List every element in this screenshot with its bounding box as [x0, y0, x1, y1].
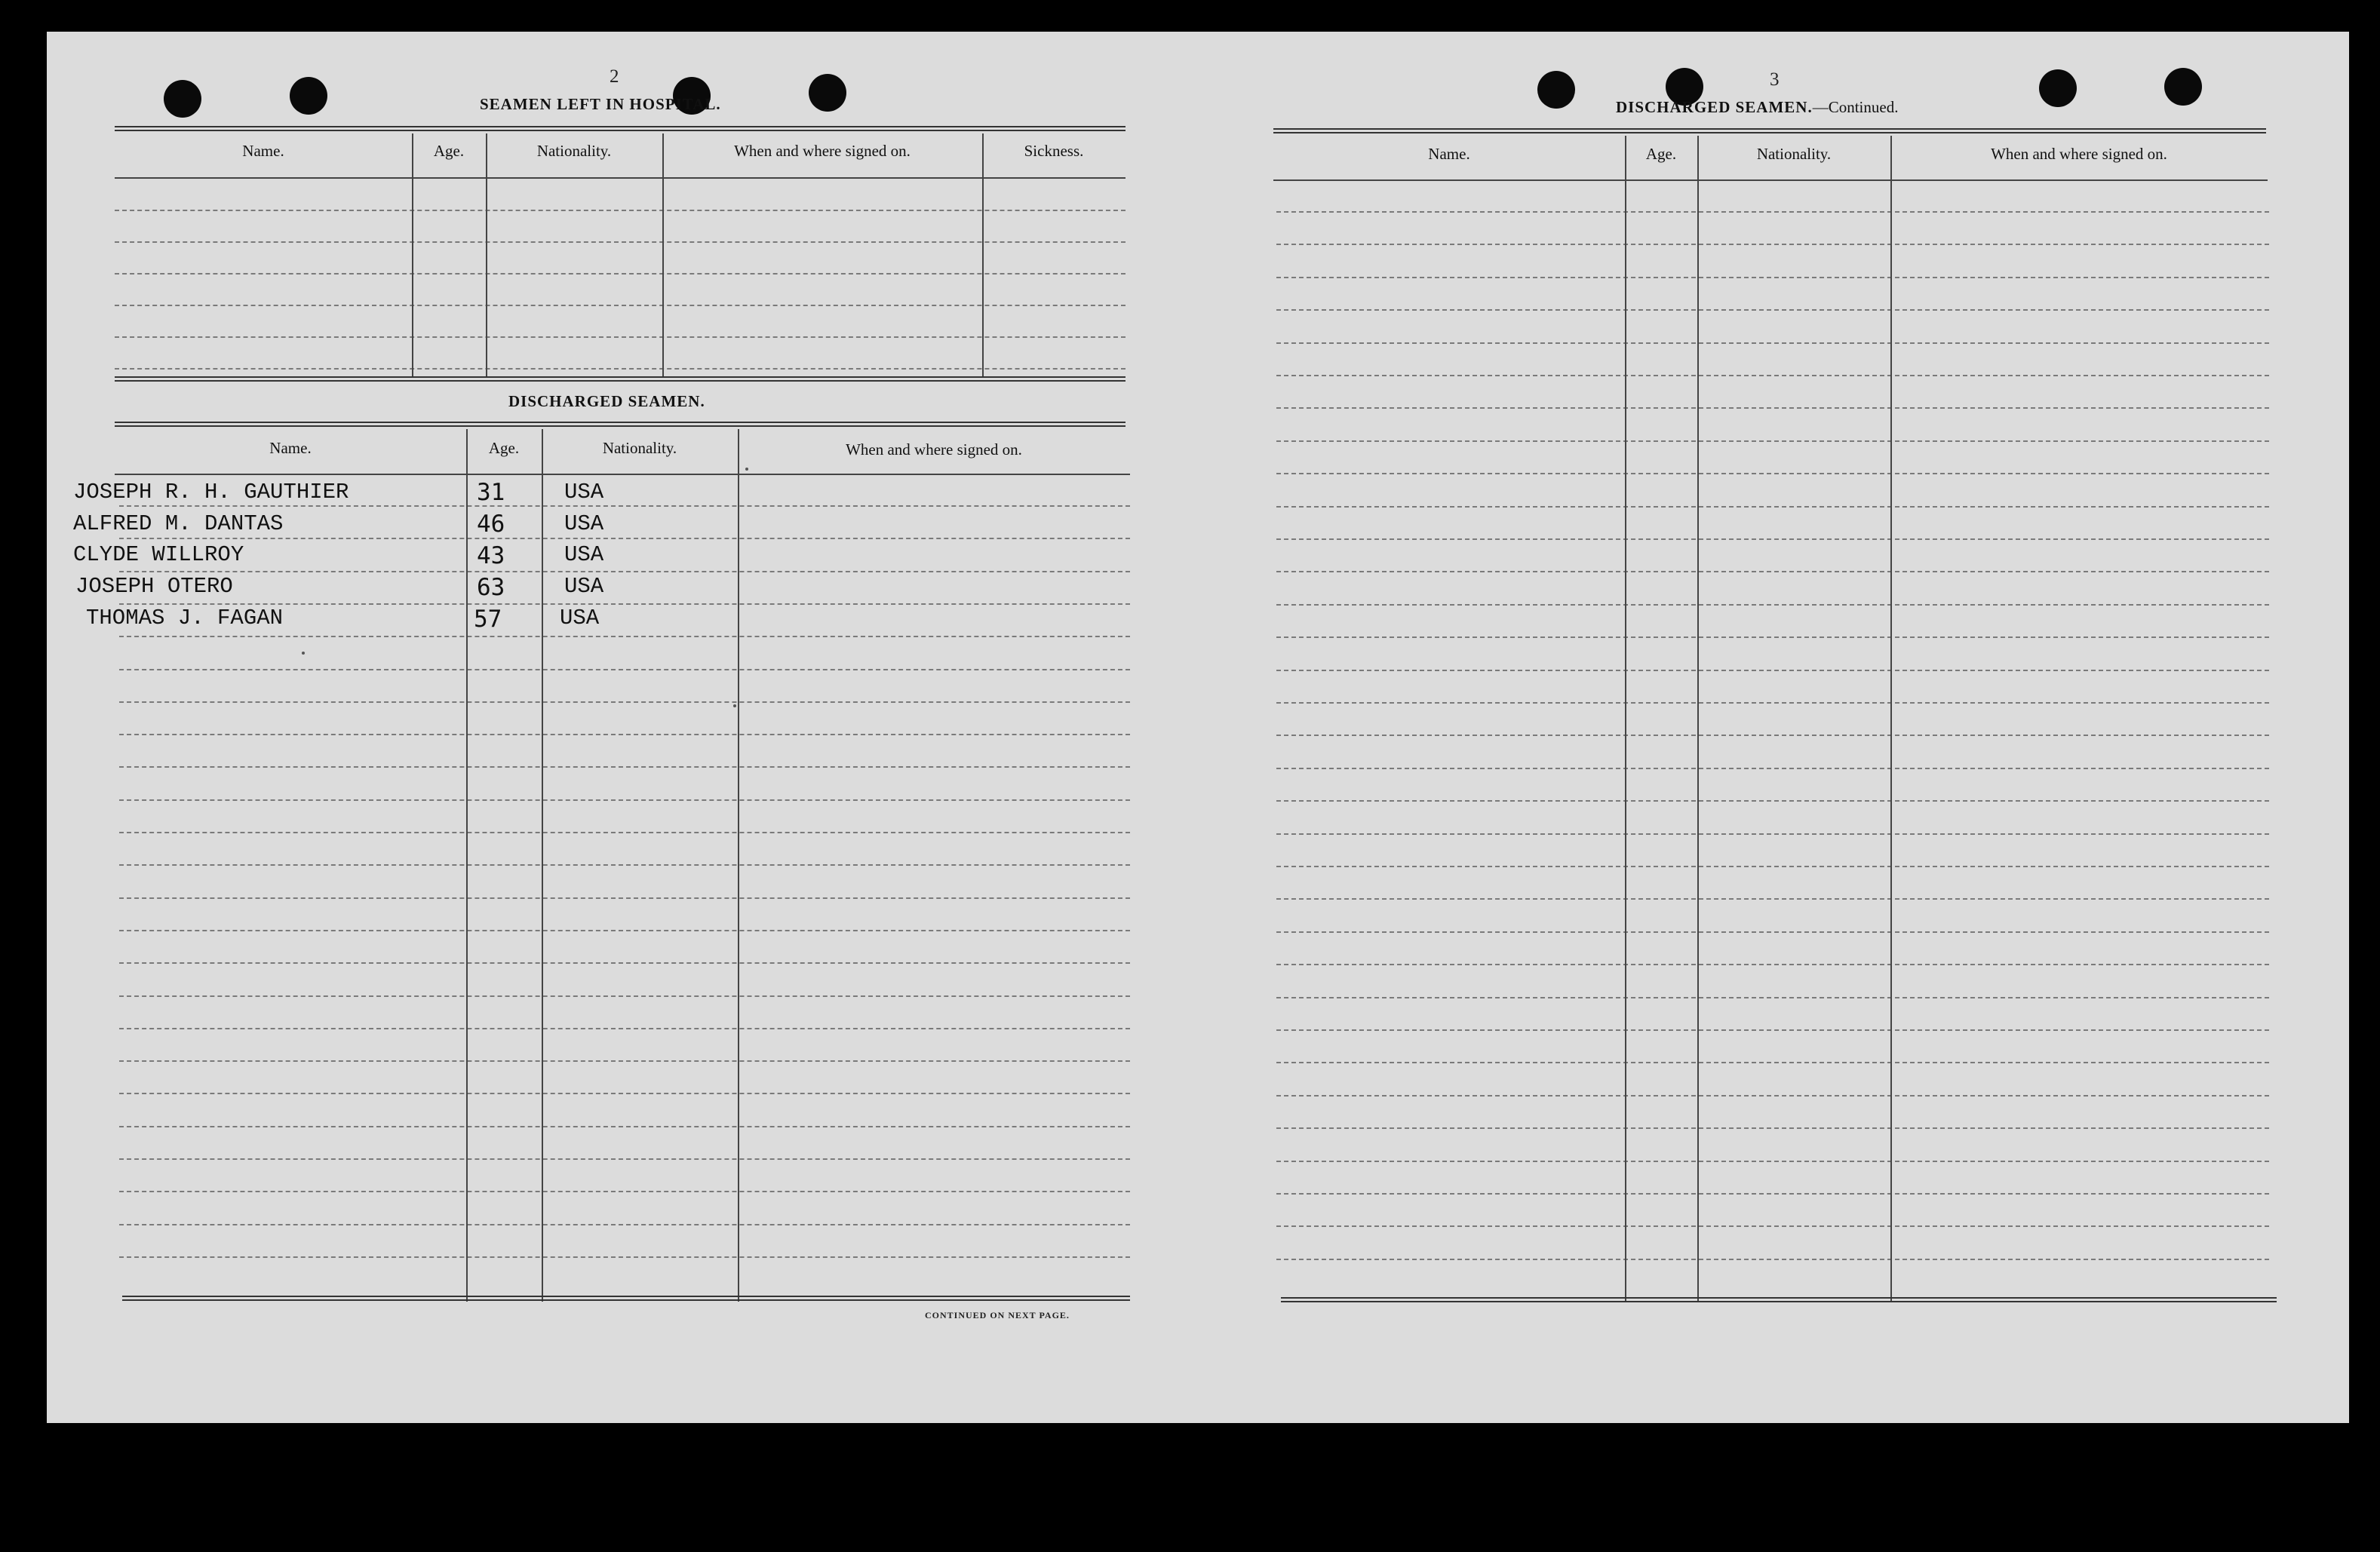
row-rule [115, 210, 1126, 211]
seaman-nationality: USA [564, 542, 604, 567]
seaman-nationality: USA [564, 574, 604, 599]
row-rule [115, 368, 1126, 370]
row-rule [119, 636, 1130, 637]
row-rule [1276, 1193, 2269, 1195]
column-divider [486, 133, 487, 376]
column-header-name: Name. [242, 142, 284, 160]
column-divider [542, 429, 543, 1302]
column-header-age: Age. [1645, 145, 1677, 163]
row-rule [1276, 473, 2269, 474]
column-header-signed-on: When and where signed on. [846, 440, 1022, 459]
row-rule [119, 1158, 1130, 1160]
row-rule [1276, 735, 2269, 736]
seaman-name: JOSEPH OTERO [75, 574, 233, 599]
row-rule [1276, 1161, 2269, 1162]
row-rule [119, 538, 1130, 539]
row-rule [119, 669, 1130, 670]
ledger-sheet [47, 32, 2349, 1423]
row-rule [119, 1191, 1130, 1192]
seaman-nationality: USA [560, 606, 600, 630]
row-rule [1276, 1259, 2269, 1260]
table-bottom-rule [1281, 1297, 2277, 1302]
table-bottom-rule [122, 1296, 1130, 1301]
punch-hole [2039, 69, 2077, 107]
column-header-nationality: Nationality. [602, 439, 677, 457]
header-rule [115, 474, 1130, 475]
row-rule [1276, 636, 2269, 638]
column-header-name: Name. [269, 439, 312, 457]
stray-mark [302, 652, 305, 655]
punch-hole [2164, 68, 2202, 106]
discharged-continued-title [1616, 98, 1898, 117]
section-title: DISCHARGED SEAMEN. [1616, 98, 1813, 116]
row-rule [115, 305, 1126, 306]
row-rule [119, 799, 1130, 801]
section-title-suffix: —Continued. [1812, 98, 1899, 116]
row-rule [119, 1028, 1130, 1029]
seaman-nationality: USA [564, 511, 604, 536]
row-rule [1276, 670, 2269, 671]
continued-footer: CONTINUED ON NEXT PAGE. [925, 1310, 1070, 1320]
punch-hole [164, 80, 201, 118]
row-rule [1276, 833, 2269, 835]
row-rule [119, 603, 1130, 605]
stray-mark [745, 468, 748, 471]
row-rule [1276, 898, 2269, 900]
seaman-age: 57 [474, 606, 502, 633]
row-rule [1276, 1095, 2269, 1097]
column-header-signed-on: When and where signed on. [734, 142, 911, 160]
row-rule [119, 832, 1130, 833]
page-number: 3 [1770, 69, 1780, 90]
row-rule [1276, 702, 2269, 704]
seaman-name: THOMAS J. FAGAN [86, 606, 284, 630]
row-rule [119, 505, 1130, 507]
row-rule [1276, 997, 2269, 998]
punch-hole [1537, 71, 1575, 109]
row-rule [1276, 931, 2269, 933]
row-rule [1276, 571, 2269, 572]
column-divider [982, 133, 984, 376]
row-rule [1276, 506, 2269, 508]
row-rule [119, 930, 1130, 931]
row-rule [115, 241, 1126, 243]
row-rule [1276, 866, 2269, 867]
column-header-nationality: Nationality. [1756, 145, 1832, 163]
row-rule [1276, 375, 2269, 376]
row-rule [119, 1256, 1130, 1258]
row-rule [1276, 342, 2269, 344]
column-header-age: Age. [433, 142, 465, 160]
seaman-age: 63 [477, 574, 505, 601]
row-rule [1276, 800, 2269, 802]
column-divider [662, 133, 664, 376]
column-divider [738, 429, 739, 1302]
row-rule [1276, 309, 2269, 311]
row-rule [1276, 768, 2269, 769]
discharged-section-title: DISCHARGED SEAMEN. [508, 392, 705, 410]
seaman-age: 46 [477, 511, 505, 538]
column-header-name: Name. [1428, 145, 1470, 163]
row-rule [1276, 1029, 2269, 1031]
row-rule [1276, 964, 2269, 965]
seaman-name: ALFRED M. DANTAS [73, 511, 284, 536]
row-rule [119, 1126, 1130, 1127]
row-rule [119, 1093, 1130, 1094]
column-divider [1697, 136, 1699, 1302]
row-rule [119, 701, 1130, 703]
table-top-rule [115, 126, 1126, 131]
row-rule [1276, 1225, 2269, 1227]
row-rule [119, 766, 1130, 768]
row-rule [119, 571, 1130, 572]
row-rule [115, 273, 1126, 275]
row-rule [1276, 538, 2269, 540]
row-rule [1276, 1062, 2269, 1063]
seaman-name: CLYDE WILLROY [73, 542, 244, 567]
row-rule [119, 897, 1130, 899]
hospital-section-title: SEAMEN LEFT IN HOSPITAL. [480, 95, 721, 113]
column-divider [1625, 136, 1626, 1302]
row-rule [1276, 244, 2269, 245]
column-header-nationality: Nationality. [536, 142, 612, 160]
seaman-nationality: USA [564, 480, 604, 505]
seaman-name: JOSEPH R. H. GAUTHIER [73, 480, 349, 505]
row-rule [1276, 211, 2269, 213]
column-divider [466, 429, 468, 1302]
column-header-sickness: Sickness. [1024, 142, 1084, 160]
row-rule [1276, 440, 2269, 442]
row-rule [119, 995, 1130, 997]
page-number: 2 [610, 66, 619, 87]
row-rule [115, 336, 1126, 338]
punch-hole [809, 74, 846, 112]
row-rule [1276, 604, 2269, 606]
seaman-age: 43 [477, 542, 505, 569]
row-rule [1276, 407, 2269, 409]
column-header-age: Age. [488, 439, 520, 457]
column-divider [1890, 136, 1892, 1302]
column-divider [412, 133, 413, 376]
table-top-rule [115, 422, 1126, 427]
row-rule [119, 1060, 1130, 1062]
table-bottom-rule [115, 376, 1126, 382]
row-rule [119, 864, 1130, 866]
punch-hole [290, 77, 327, 115]
row-rule [1276, 277, 2269, 278]
header-rule [1273, 179, 2268, 181]
row-rule [119, 1224, 1130, 1225]
header-rule [115, 177, 1126, 179]
table-top-rule [1273, 128, 2266, 133]
row-rule [1276, 1127, 2269, 1129]
seaman-age: 31 [477, 479, 505, 506]
row-rule [119, 734, 1130, 735]
row-rule [119, 962, 1130, 964]
column-header-signed-on: When and where signed on. [1991, 145, 2167, 163]
stray-mark [733, 704, 736, 707]
